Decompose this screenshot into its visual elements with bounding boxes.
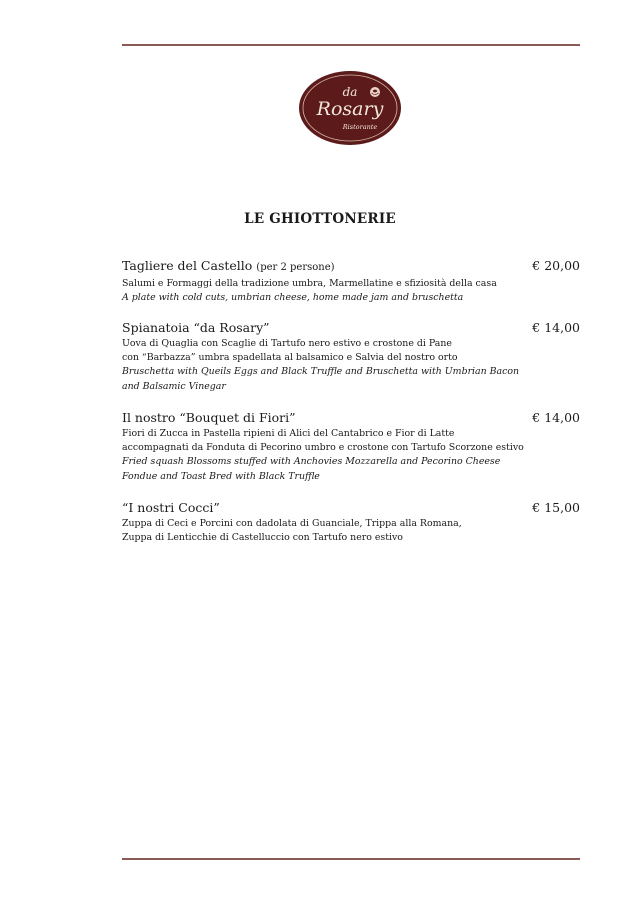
item-title: Tagliere del Castello: [122, 258, 253, 273]
item-title: Spianatoia “da Rosary”: [122, 320, 270, 335]
rose-icon: [370, 87, 380, 97]
logo-da: da: [342, 85, 358, 99]
item-price: € 20,00: [532, 258, 580, 273]
top-divider: [122, 44, 580, 46]
logo-name: Rosary: [316, 98, 384, 120]
item-price: € 14,00: [532, 320, 580, 335]
item-description: Salumi e Formaggi della tradizione umbra, Marmellatine e sfiziosità della casa: [122, 278, 497, 289]
item-description: Fiori di Zucca in Pastella ripieni di Alici del Cantabrico e Fior di Latte: [122, 428, 455, 439]
item-note: (per 2 persone): [256, 262, 335, 273]
menu-item: [122, 320, 580, 394]
item-description: con “Barbazza” umbra spadellata al balsamico e Salvia del nostro orto: [122, 352, 458, 364]
restaurant-logo: [298, 70, 402, 146]
item-description: Zuppa di Ceci e Porcini con dadolata di Guanciale, Trippa alla Romana,: [122, 518, 462, 529]
logo-subtitle: Ristorante: [342, 123, 378, 131]
item-description-en: Fondue and Toast Bred with Black Truffle: [122, 470, 320, 482]
item-price: € 14,00: [532, 410, 580, 425]
item-description: Uova di Quaglia con Scaglie di Tartufo nero estivo e crostone di Pane: [122, 338, 452, 349]
item-description-en: Bruschetta with Queils Eggs and Black Truffle and Bruschetta with Umbrian Bacon: [122, 366, 520, 378]
menu-item: [122, 500, 580, 545]
item-title: Il nostro “Bouquet di Fiori”: [122, 410, 296, 425]
menu-item: [122, 410, 580, 484]
item-description-en: Fried squash Blossoms stuffed with Anchovies Mozzarella and Pecorino Cheese: [122, 456, 501, 468]
item-title-row: [122, 258, 580, 276]
menu-item: [122, 258, 580, 305]
item-description-en: and Balsamic Vinegar: [122, 380, 226, 392]
section-heading: LE GHIOTTONERIE: [244, 211, 396, 227]
item-description: accompagnati da Fonduta di Pecorino umbro e crostone con Tartufo Scorzone estivo: [122, 442, 524, 454]
item-price: € 15,00: [532, 500, 580, 515]
item-title: “I nostri Cocci”: [122, 500, 220, 515]
item-description: Zuppa di Lenticchie di Castelluccio con Tartufo nero estivo: [122, 532, 403, 544]
bottom-divider: [122, 858, 580, 860]
item-description-en: A plate with cold cuts, umbrian cheese, home made jam and bruschetta: [122, 292, 464, 304]
